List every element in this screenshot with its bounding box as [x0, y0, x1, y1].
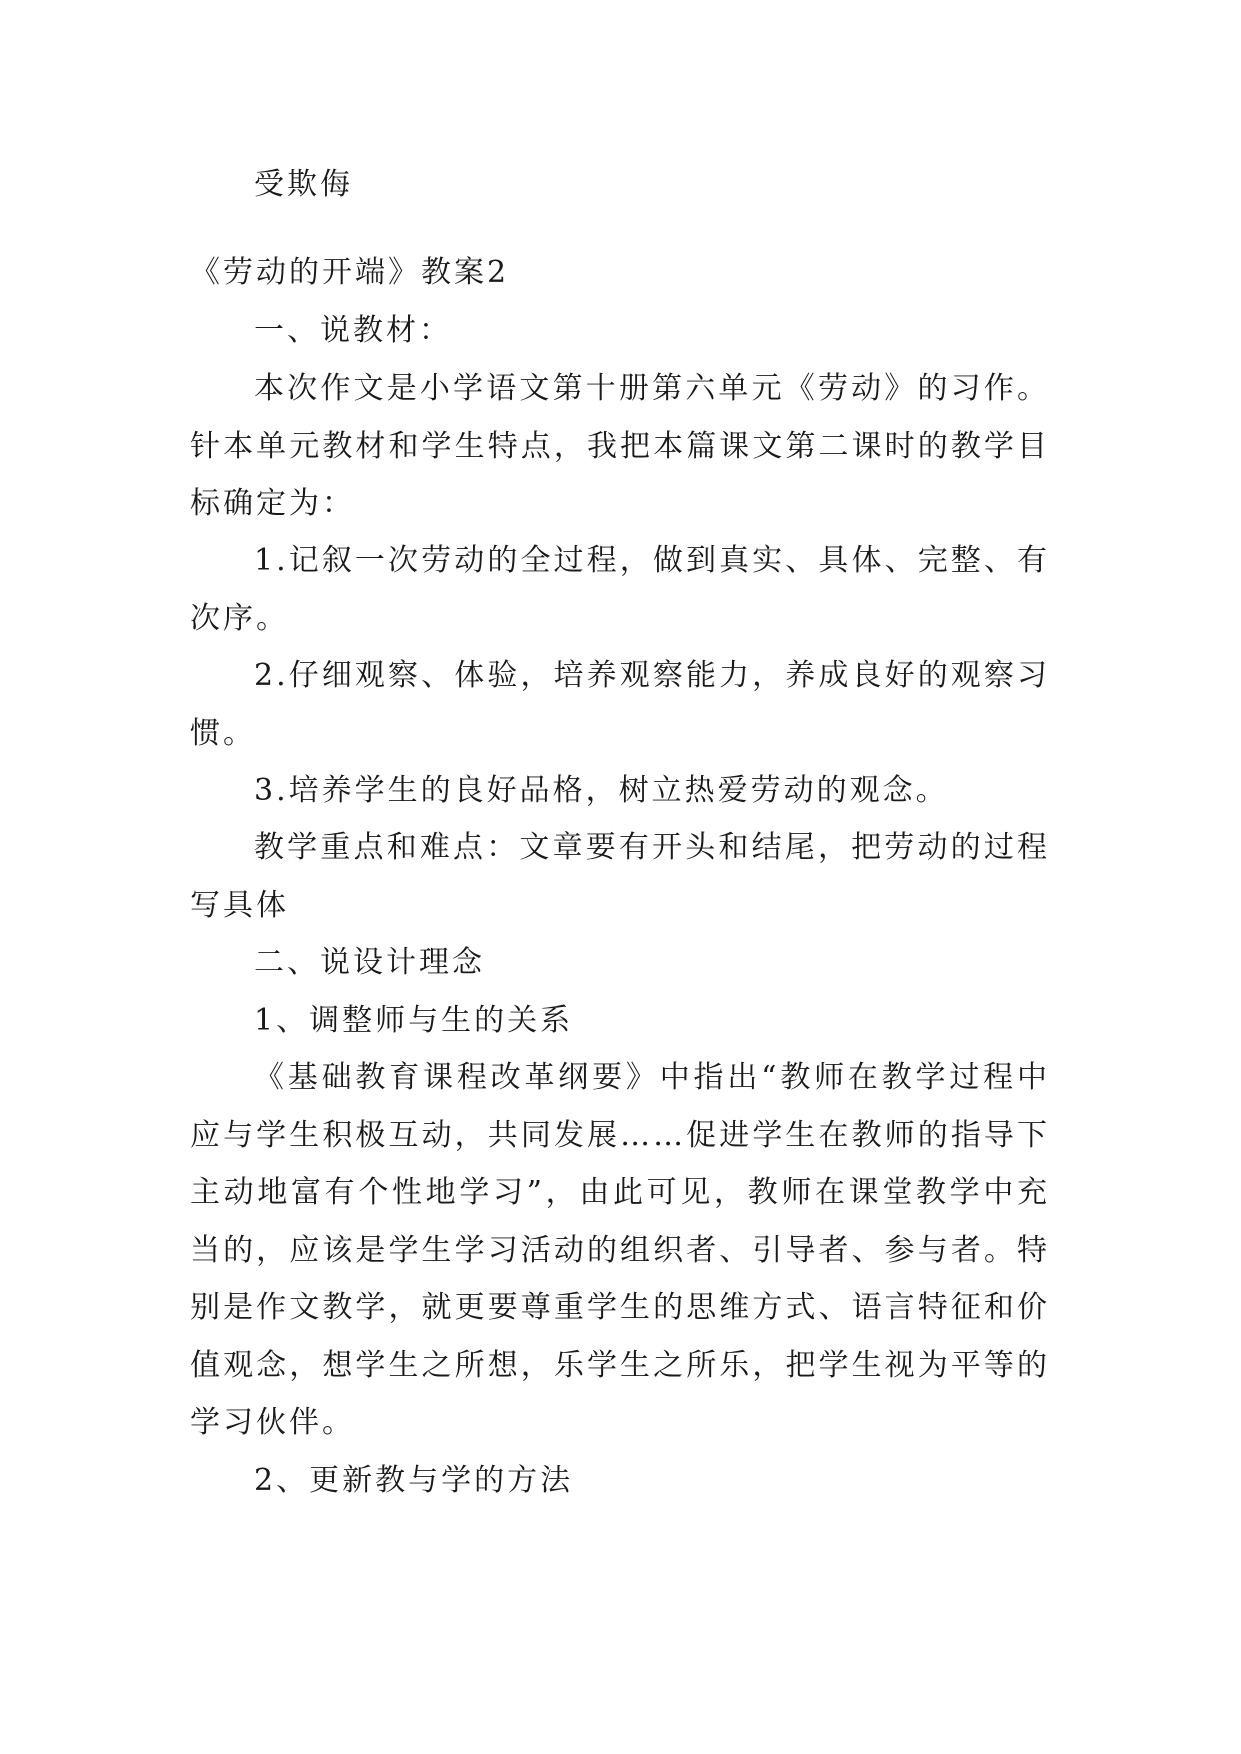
- heading-line: 一、说教材：: [254, 313, 452, 348]
- paragraph-line: 针本单元教材和学生特点，我把本篇课文第二课时的教学目: [190, 429, 1050, 464]
- heading-line: 二、说设计理念: [254, 945, 485, 980]
- section-title: 《劳动的开端》教案2: [190, 255, 510, 290]
- paragraph-line: 别是作文教学，就更要尊重学生的思维方式、语言特征和价: [190, 1290, 1050, 1325]
- paragraph-line: 学习伙伴。: [190, 1405, 355, 1440]
- paragraph-line: 本次作文是小学语文第十册第六单元《劳动》的习作。: [254, 371, 1050, 406]
- paragraph-line: 3.培养学生的良好品格，树立热爱劳动的观念。: [254, 773, 949, 808]
- heading-line: 1、调整师与生的关系: [254, 1003, 574, 1038]
- paragraph-line: 当的，应该是学生学习活动的组织者、引导者、参与者。特: [190, 1233, 1050, 1268]
- paragraph-line: 教学重点和难点：文章要有开头和结尾，把劳动的过程: [254, 830, 1050, 865]
- carryover-text: 受欺侮: [254, 167, 353, 202]
- paragraph-line: 应与学生积极互动，共同发展……促进学生在教师的指导下: [190, 1118, 1050, 1153]
- paragraph-line: 标确定为：: [190, 486, 355, 521]
- paragraph-line: 2.仔细观察、体验，培养观察能力，养成良好的观察习: [254, 658, 1050, 693]
- paragraph-line: 1.记叙一次劳动的全过程，做到真实、具体、完整、有: [254, 543, 1050, 578]
- paragraph-line: 次序。: [190, 601, 289, 636]
- paragraph-line: 写具体: [190, 888, 289, 923]
- heading-line: 2、更新教与学的方法: [254, 1463, 574, 1498]
- paragraph-line: 惯。: [190, 716, 256, 751]
- paragraph-line: 《基础教育课程改革纲要》中指出“教师在教学过程中: [254, 1060, 1050, 1095]
- paragraph-line: 主动地富有个性地学习”，由此可见，教师在课堂教学中充: [190, 1175, 1050, 1210]
- paragraph-line: 值观念，想学生之所想，乐学生之所乐，把学生视为平等的: [190, 1348, 1050, 1383]
